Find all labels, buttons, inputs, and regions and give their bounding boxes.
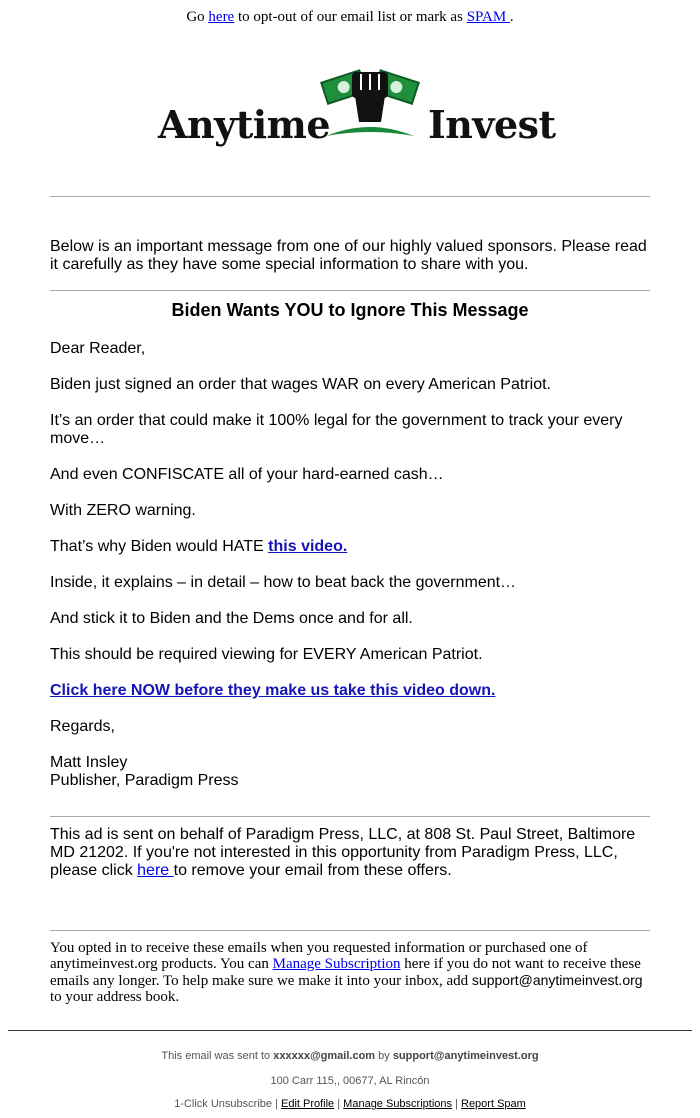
spam-link[interactable]: SPAM xyxy=(466,9,510,25)
divider xyxy=(50,196,650,197)
optout-line: Go here to opt-out of our email list or mark as SPAM . xyxy=(186,9,514,25)
manage-subscriptions-link[interactable]: Manage Subscriptions xyxy=(343,1098,453,1110)
paragraph-1: Biden just signed an order that wages WAR on every American Patriot. xyxy=(50,376,551,393)
support-email: support@anytimeinvest.org xyxy=(471,972,643,988)
postal-address: 100 Carr 115,, 00677, AL Rincón xyxy=(270,1075,430,1087)
paragraph-4: With ZERO warning. xyxy=(50,502,196,519)
paragraph-3: And even CONFISCATE all of your hard-earned cash… xyxy=(50,466,444,483)
paragraph-2: It’s an order that could make it 100% legal for the government to track your every move… xyxy=(50,412,623,447)
paragraph-7: And stick it to Biden and the Dems once and for all. xyxy=(50,610,413,627)
edit-profile-link[interactable]: Edit Profile xyxy=(280,1098,335,1110)
fist-money-icon xyxy=(318,62,422,144)
divider xyxy=(50,930,650,931)
paragraph-6: Inside, it explains – in detail – how to beat back the government… xyxy=(50,574,517,591)
sent-to-line: This email was sent to xxxxxx@gmail.com by support@anytimeinvest.org xyxy=(161,1050,539,1062)
divider xyxy=(50,816,650,817)
divider xyxy=(50,290,650,291)
optout-here-link[interactable]: here xyxy=(208,9,235,25)
paragraph-8: This should be required viewing for EVERY American Patriot. xyxy=(50,646,483,663)
intro-text: Below is an important message from one of our highly valued sponsors. Please read it carefully as they have some special information to share with you. xyxy=(50,238,647,273)
logo-word-anytime: Anytime xyxy=(158,102,331,147)
signer-title: Publisher, Paradigm Press xyxy=(50,772,239,789)
signer-name: Matt Insley xyxy=(50,754,128,771)
video-link[interactable]: this video. xyxy=(268,538,348,555)
manage-subscription-link[interactable]: Manage Subscription xyxy=(272,956,401,972)
sender-email: support@anytimeinvest.org xyxy=(392,1050,539,1062)
footer-links: 1-Click Unsubscribe | Edit Profile | Manage Subscriptions | Report Spam xyxy=(174,1098,526,1110)
optin-notice: You opted in to receive these emails when you requested information or purchased one of anytimeinvest.org products. You can Manage Subscription here if you do not want to receive these emails any longer. To help make sure we make it into your inbox, add support@anytimeinvest.org to your address book. xyxy=(50,940,643,1005)
regards: Regards, xyxy=(50,718,115,735)
report-spam-link[interactable]: Report Spam xyxy=(461,1098,526,1110)
recipient-email: xxxxxx@gmail.com xyxy=(273,1050,376,1062)
message-headline: Biden Wants YOU to Ignore This Message xyxy=(171,300,529,320)
paragraph-5: That’s why Biden would HATE this video. xyxy=(50,538,348,555)
footer-divider xyxy=(8,1030,692,1031)
cta-link[interactable]: Click here NOW before they make us take this video down. xyxy=(50,682,496,699)
logo-word-invest: Invest xyxy=(428,102,556,147)
one-click-unsubscribe[interactable]: 1-Click Unsubscribe xyxy=(174,1098,272,1110)
greeting: Dear Reader, xyxy=(50,340,146,357)
disclaimer-here-link[interactable]: here xyxy=(137,862,174,879)
cta-paragraph xyxy=(50,682,650,700)
sponsor-disclaimer: This ad is sent on behalf of Paradigm Press, LLC, at 808 St. Paul Street, Baltimore MD 21202. If you're not interested in this opportunity from Paradigm Press, LLC, please click here to remove your email from these offers. xyxy=(50,826,636,879)
anytime-invest-logo xyxy=(0,62,700,152)
